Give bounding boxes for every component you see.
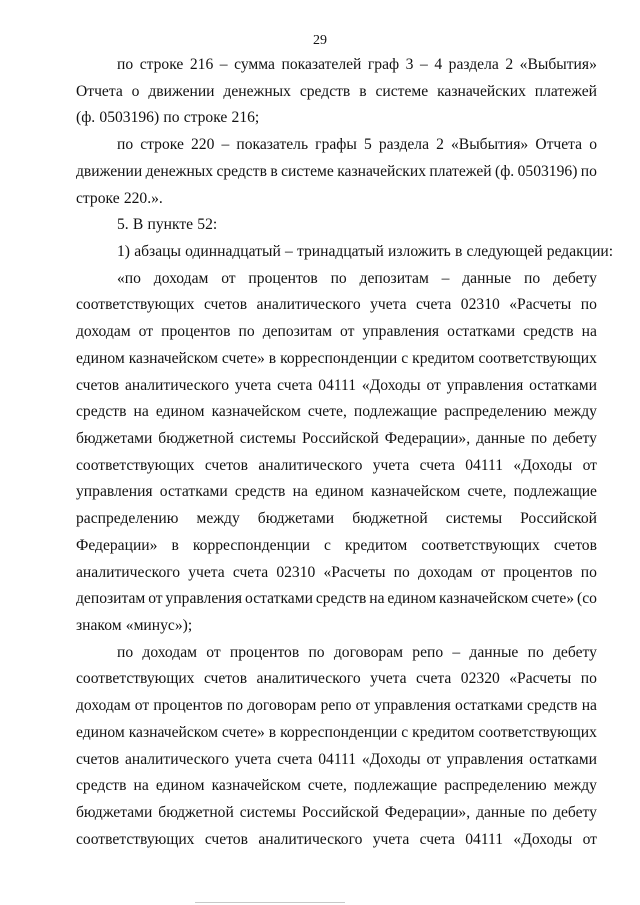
- page-number: 29: [313, 33, 327, 48]
- text-line: «по доходам от процентов по депозитам – данные по дебету: [117, 270, 597, 287]
- text-line: Отчета о движении денежных средств в системе казначейских платежей: [76, 83, 597, 100]
- text-line: соответствующих счетов аналитического учета счета 04111 «Доходы от: [76, 457, 597, 474]
- text-line: 5. В пункте 52:: [117, 216, 218, 233]
- text-line: бюджетами бюджетной системы Российской Федерации», данные по дебету: [76, 430, 597, 447]
- text-line: строке 220.».: [76, 190, 163, 207]
- text-line: доходам от процентов по депозитам от управления остатками средств на: [76, 323, 597, 340]
- text-line: едином казначейском счете» в корреспонденции с кредитом соответствующих: [76, 350, 597, 367]
- text-line: Федерации» в корреспонденции с кредитом соответствующих счетов: [76, 537, 597, 554]
- text-line: депозитам от управления остатками средств на едином казначейском счете» (со: [76, 590, 597, 607]
- text-line: соответствующих счетов аналитического учета счета 02320 «Расчеты по: [76, 670, 597, 687]
- text-line: по доходам от процентов по договорам репо – данные по дебету: [117, 644, 597, 661]
- text-line: средств на едином казначейском счете, подлежащие распределению между: [76, 403, 597, 420]
- text-line: средств на едином казначейском счете, подлежащие распределению между: [76, 777, 597, 794]
- text-line: движении денежных средств в системе казначейских платежей (ф. 0503196) по: [76, 163, 597, 180]
- text-line: знаком «минус»);: [76, 617, 193, 634]
- text-line: бюджетами бюджетной системы Российской Федерации», данные по дебету: [76, 804, 597, 821]
- text-line: счетов аналитического учета счета 04111 «Доходы от управления остатками: [76, 751, 597, 768]
- text-line: (ф. 0503196) по строке 216;: [76, 109, 260, 126]
- text-line: 1) абзацы одиннадцатый – тринадцатый изложить в следующей редакции:: [117, 243, 614, 260]
- scan-edge-mark: [195, 902, 345, 903]
- text-line: едином казначейском счете» в корреспонденции с кредитом соответствующих: [76, 724, 597, 741]
- text-line: управления остатками средств на едином казначейском счете, подлежащие: [76, 483, 597, 500]
- text-line: по строке 216 – сумма показателей граф 3 – 4 раздела 2 «Выбытия»: [117, 56, 597, 73]
- text-line: доходам от процентов по договорам репо от управления остатками средств на: [76, 697, 597, 714]
- text-line: распределению между бюджетами бюджетной системы Российской: [76, 510, 597, 527]
- text-line: соответствующих счетов аналитического учета счета 02310 «Расчеты по: [76, 296, 597, 313]
- text-line: по строке 220 – показатель графы 5 раздела 2 «Выбытия» Отчета о: [117, 136, 597, 153]
- text-line: аналитического учета счета 02310 «Расчеты по доходам от процентов по: [76, 564, 597, 581]
- text-line: счетов аналитического учета счета 04111 «Доходы от управления остатками: [76, 377, 597, 394]
- text-line: соответствующих счетов аналитического учета счета 04111 «Доходы от: [76, 831, 597, 848]
